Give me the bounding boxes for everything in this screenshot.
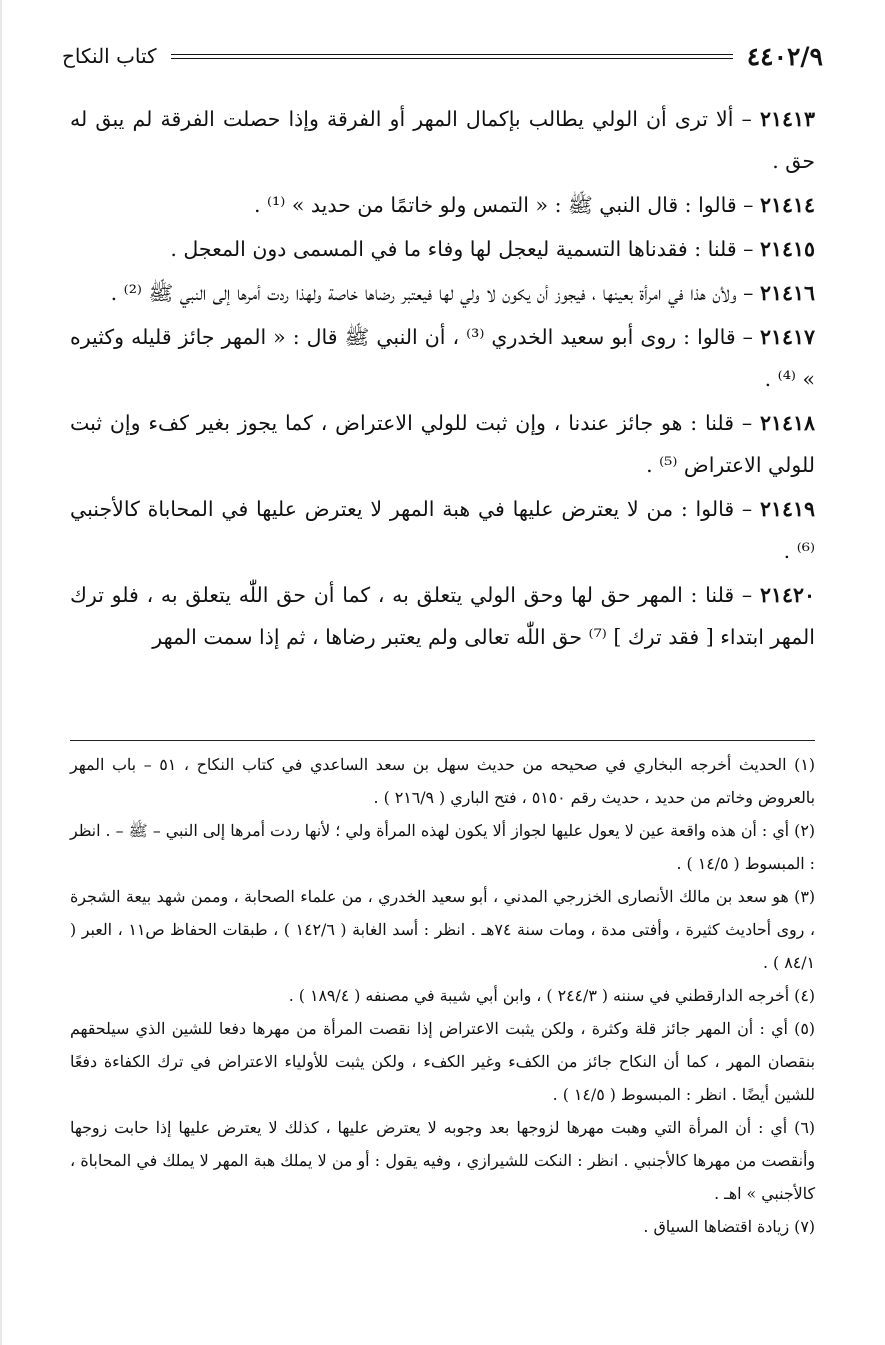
paragraph-21416	[70, 272, 815, 314]
footnote-4: (٤) أخرجه الدارقطني في سننه ( ٢٤٤/٣ ) ، وابن أبي شيبة في مصنفه ( ١٨٩/٤ ) .	[288, 986, 815, 1005]
page-edge-shadow	[0, 0, 2, 1345]
paragraph-number: ٢١٤١٤	[759, 193, 815, 217]
paragraph-text: – قلنا : المهر حق لها وحق الولي يتعلق به ، كما أن حق اللّٰه يتعلق به ، فلو ترك المهر ابتداء [ فقد ترك ] ⁽⁷⁾ حق اللّٰه تعالى ولم يعتبر رضاها ، ثم إذا سمت المهر	[70, 583, 815, 649]
paragraph-number: ٢١٤١٦	[759, 281, 815, 305]
paragraph-21417	[70, 316, 815, 400]
paragraph-text: – قلنا : فقدناها التسمية ليعجل لها وفاء ما في المسمى دون المعجل .	[170, 237, 760, 261]
paragraph-21414	[70, 184, 815, 226]
paragraph-text: – ألا ترى أن الولي يطالب بإكمال المهر أو الفرقة وإذا حصلت الفرقة لم يبق له حق .	[70, 107, 815, 173]
paragraph-21418	[70, 402, 815, 486]
footnote-7: (٧) زيادة اقتضاها السياق .	[643, 1217, 815, 1236]
paragraph-text: – قالوا : روى أبو سعيد الخدري ⁽³⁾ ، أن النبي ﷺ قال : « المهر جائز قليله وكثيره » ⁽⁴⁾ .	[70, 325, 815, 391]
footnote-2: (٢) أي : أن هذه واقعة عين لا يعول عليها لجواز ألا يكون لهذه المرأة ولي ؛ لأنها ردت أمرها إلى النبي – ﷺ – . انظر : المبسوط ( ١٤/٥ ) .	[70, 821, 815, 873]
paragraph-number: ٢١٤١٨	[759, 411, 815, 435]
footnote-1: (١) الحديث أخرجه البخاري في صحيحه من حديث سهل بن سعد الساعدي في كتاب النكاح ، ٥١ – باب المهر بالعروض وخاتم من حديد ، حديث رقم ٥١٥٠ ، فتح الباري ( ٢١٦/٩ ) .	[70, 755, 815, 807]
paragraph-number: ٢١٤٢٠	[759, 583, 815, 607]
paragraph-number: ٢١٤١٧	[759, 325, 815, 349]
footnotes	[70, 748, 815, 1243]
footnote-3: (٣) هو سعد بن مالك الأنصارى الخزرجي المدني ، أبو سعيد الخدري ، من علماء الصحابة ، وممن شهد بيعة الشجرة ، روى أحاديث كثيرة ، وأفتى مدة ، ومات سنة ٧٤هـ . انظر : أسد الغابة ( ١٤٢/٦ ) ، طبقات الحفاظ ص١١ ، العبر ( ٨٤/١ ) .	[70, 887, 815, 972]
main-text	[70, 98, 815, 660]
paragraph-number: ٢١٤١٩	[759, 497, 815, 521]
header-rule	[171, 54, 733, 59]
paragraph-21413	[70, 98, 815, 182]
paragraph-21415	[70, 228, 815, 270]
paragraph-text: – قلنا : هو جائز عندنا ، وإن ثبت للولي الاعتراض ، كما يجوز بغير كفء وإن ثبت للولي الاعتراض ⁽⁵⁾ .	[70, 411, 815, 477]
running-header	[62, 36, 823, 76]
paragraph-21419	[70, 488, 815, 572]
paragraph-number: ٢١٤١٥	[759, 237, 815, 261]
paragraph-text: – قالوا : قال النبي ﷺ : « التمس ولو خاتمًا من حديد » ⁽¹⁾ .	[253, 193, 760, 217]
paragraph-text: – ولأن هذا في امرأة بعينها ، فيجوز أن يكون لا ولي لها فيعتبر رضاها خاصة ولهذا ردت أمرها إلى النبي ﷺ ⁽²⁾ .	[110, 281, 760, 305]
footnote-6: (٦) أي : أن المرأة التي وهبت مهرها لزوجها بعد وجوبه لا يعترض عليها ، كذلك لا يعترض عليها إذا حابت زوجها وأنقصت من مهرها كالأجنبي . انظر : النكت للشيرازي ، وفيه يقول : أو من لا يملك هبة المهر لا يملك في المحاباة ، كالأجنبي » اهـ .	[70, 1118, 815, 1203]
footnote-5: (٥) أي : أن المهر جائز قلة وكثرة ، ولكن يثبت الاعتراض إذا نقصت المرأة من مهرها دفعا للشين الذي سيلحقهم بنقصان المهر ، كما أن النكاح جائز من الكفء وغير الكفء ، ولكن يثبت للأولياء الاعتراض في ترك الكفاءة دفعًا للشين أيضًا . انظر : المبسوط ( ١٤/٥ ) .	[70, 1019, 815, 1104]
paragraph-number: ٢١٤١٣	[759, 107, 815, 131]
book-title: كتاب النكاح	[62, 44, 157, 68]
paragraph-21420	[70, 574, 815, 658]
footnote-separator	[70, 740, 815, 741]
paragraph-text: – قالوا : من لا يعترض عليها في هبة المهر لا يعترض عليها في المحاباة كالأجنبي ⁽⁶⁾ .	[70, 497, 815, 563]
page-number: ٤٤٠٢/٩	[746, 41, 823, 71]
